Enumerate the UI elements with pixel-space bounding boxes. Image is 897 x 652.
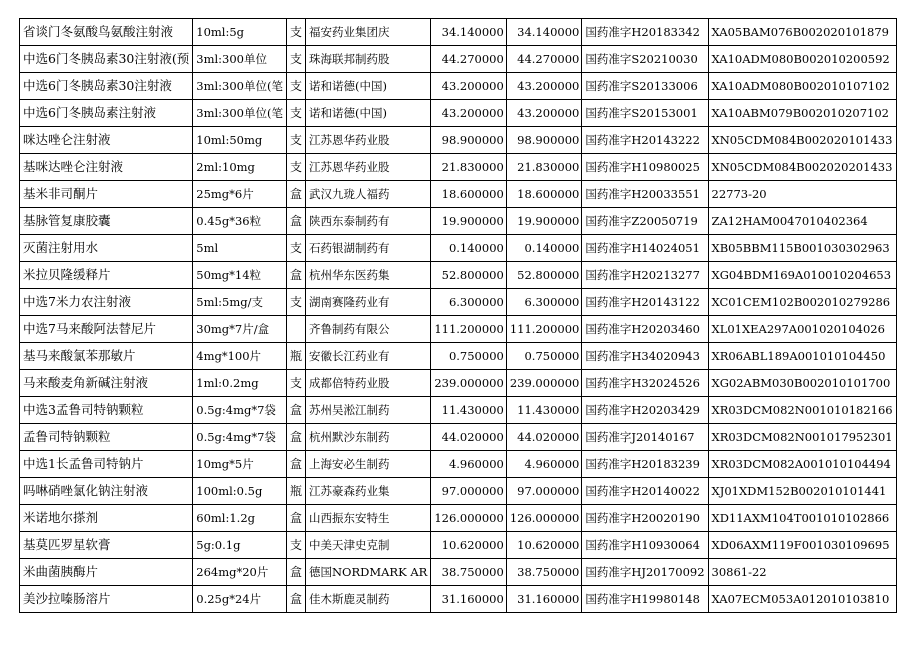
table-row [20,451,897,478]
unit-cell: 支 [286,154,305,181]
approval-number-cell: 国药准字H14024051 [582,235,708,262]
unit-cell: 盒 [286,451,305,478]
spec-cell: 60ml:1.2g [193,505,287,532]
total-price-cell: 239.000000 [506,370,582,397]
drug-name-cell: 中选7马来酸阿法替尼片 [20,316,193,343]
manufacturer-cell: 武汉九珑人福药 [305,181,430,208]
product-code-cell: XA10ADM080B002010200592 [708,46,896,73]
price-cell: 4.960000 [431,451,507,478]
unit-cell: 盒 [286,397,305,424]
total-price-cell: 10.620000 [506,532,582,559]
product-code-cell: XR06ABL189A001010104450 [708,343,896,370]
spec-cell: 30mg*7片/盒 [193,316,287,343]
drug-name-cell: 中选7米力农注射液 [20,289,193,316]
approval-number-cell: 国药准字H20140022 [582,478,708,505]
table-row [20,505,897,532]
spec-cell: 3ml:300单位(笔 [193,100,287,127]
price-cell: 43.200000 [431,100,507,127]
drug-name-cell: 中选6门冬胰岛素注射液 [20,100,193,127]
spec-cell: 5ml [193,235,287,262]
table-row [20,289,897,316]
manufacturer-cell: 苏州吴淞江制药 [305,397,430,424]
spec-cell: 5ml:5mg/支 [193,289,287,316]
spec-cell: 50mg*14粒 [193,262,287,289]
product-code-cell: XA10ABM079B002010207102 [708,100,896,127]
product-code-cell: XR03DCM082N001017952301 [708,424,896,451]
total-price-cell: 0.140000 [506,235,582,262]
manufacturer-cell: 山西振东安特生 [305,505,430,532]
manufacturer-cell: 上海安必生制药 [305,451,430,478]
table-row [20,208,897,235]
table-row [20,316,897,343]
approval-number-cell: 国药准字S20210030 [582,46,708,73]
table-row [20,181,897,208]
product-code-cell: XA10ADM080B002010107102 [708,73,896,100]
price-cell: 52.800000 [431,262,507,289]
product-code-cell: XB05BBM115B001030302963 [708,235,896,262]
price-cell: 97.000000 [431,478,507,505]
approval-number-cell: 国药准字H20143222 [582,127,708,154]
total-price-cell: 4.960000 [506,451,582,478]
drug-name-cell: 中选1长孟鲁司特钠片 [20,451,193,478]
manufacturer-cell: 德国NORDMARK AR [305,559,430,586]
table-row [20,127,897,154]
total-price-cell: 43.200000 [506,100,582,127]
manufacturer-cell: 江苏恩华药业股 [305,127,430,154]
drug-name-cell: 中选6门冬胰岛素30注射液(预 [20,46,193,73]
spec-cell: 2ml:10mg [193,154,287,181]
approval-number-cell: 国药准字H20203460 [582,316,708,343]
unit-cell: 支 [286,532,305,559]
spec-cell: 0.25g*24片 [193,586,287,613]
spec-cell: 4mg*100片 [193,343,287,370]
product-code-cell: XG02ABM030B002010101700 [708,370,896,397]
spec-cell: 0.45g*36粒 [193,208,287,235]
total-price-cell: 44.270000 [506,46,582,73]
unit-cell: 盒 [286,208,305,235]
manufacturer-cell: 福安药业集团庆 [305,19,430,46]
table-row [20,46,897,73]
price-cell: 10.620000 [431,532,507,559]
approval-number-cell: 国药准字H20203429 [582,397,708,424]
unit-cell: 盒 [286,181,305,208]
unit-cell: 盒 [286,424,305,451]
unit-cell: 盒 [286,505,305,532]
drug-name-cell: 美沙拉嗪肠溶片 [20,586,193,613]
spec-cell: 0.5g:4mg*7袋 [193,397,287,424]
price-cell: 19.900000 [431,208,507,235]
product-code-cell: XG04BDM169A010010204653 [708,262,896,289]
manufacturer-cell: 石药银湖制药有 [305,235,430,262]
spec-cell: 3ml:300单位 [193,46,287,73]
table-row [20,586,897,613]
total-price-cell: 97.000000 [506,478,582,505]
approval-number-cell: 国药准字S20153001 [582,100,708,127]
product-code-cell: 30861-22 [708,559,896,586]
approval-number-cell: 国药准字H20143122 [582,289,708,316]
total-price-cell: 38.750000 [506,559,582,586]
price-cell: 239.000000 [431,370,507,397]
price-cell: 31.160000 [431,586,507,613]
manufacturer-cell: 齐鲁制药有限公 [305,316,430,343]
unit-cell: 支 [286,46,305,73]
table-body [20,19,897,613]
table-row [20,424,897,451]
total-price-cell: 34.140000 [506,19,582,46]
product-code-cell: XL01XEA297A001020104026 [708,316,896,343]
spec-cell: 10mg*5片 [193,451,287,478]
drug-name-cell: 米拉贝隆缓释片 [20,262,193,289]
drug-name-cell: 中选3孟鲁司特钠颗粒 [20,397,193,424]
price-cell: 44.020000 [431,424,507,451]
manufacturer-cell: 湖南赛隆药业有 [305,289,430,316]
approval-number-cell: 国药准字H20033551 [582,181,708,208]
table-row [20,235,897,262]
drug-name-cell: 基马来酸氯苯那敏片 [20,343,193,370]
drug-name-cell: 灭菌注射用水 [20,235,193,262]
total-price-cell: 126.000000 [506,505,582,532]
unit-cell: 支 [286,370,305,397]
spec-cell: 3ml:300单位(笔 [193,73,287,100]
price-cell: 43.200000 [431,73,507,100]
table-row [20,19,897,46]
spec-cell: 5g:0.1g [193,532,287,559]
drug-name-cell: 咪达唑仑注射液 [20,127,193,154]
price-cell: 38.750000 [431,559,507,586]
unit-cell: 支 [286,127,305,154]
product-code-cell: XR03DCM082A001010104494 [708,451,896,478]
approval-number-cell: 国药准字H32024526 [582,370,708,397]
table-row [20,397,897,424]
manufacturer-cell: 诺和诺德(中国) [305,100,430,127]
price-cell: 126.000000 [431,505,507,532]
spec-cell: 1ml:0.2mg [193,370,287,397]
price-cell: 21.830000 [431,154,507,181]
table-row [20,262,897,289]
spec-cell: 10ml:50mg [193,127,287,154]
unit-cell: 瓶 [286,343,305,370]
spec-cell: 25mg*6片 [193,181,287,208]
total-price-cell: 44.020000 [506,424,582,451]
unit-cell: 盒 [286,586,305,613]
product-code-cell: XA07ECM053A012010103810 [708,586,896,613]
manufacturer-cell: 安徽长江药业有 [305,343,430,370]
total-price-cell: 43.200000 [506,73,582,100]
approval-number-cell: 国药准字Z20050719 [582,208,708,235]
approval-number-cell: 国药准字H34020943 [582,343,708,370]
manufacturer-cell: 中美天津史克制 [305,532,430,559]
product-code-cell: XD06AXM119F001030109695 [708,532,896,559]
unit-cell: 盒 [286,559,305,586]
drug-name-cell: 省谈门冬氨酸鸟氨酸注射液 [20,19,193,46]
table-row [20,559,897,586]
product-code-cell: ZA12HAM0047010402364 [708,208,896,235]
price-cell: 44.270000 [431,46,507,73]
spec-cell: 100ml:0.5g [193,478,287,505]
approval-number-cell: 国药准字H20020190 [582,505,708,532]
approval-number-cell: 国药准字HJ20170092 [582,559,708,586]
total-price-cell: 6.300000 [506,289,582,316]
total-price-cell: 111.200000 [506,316,582,343]
unit-cell [286,316,305,343]
approval-number-cell: 国药准字H10930064 [582,532,708,559]
spec-cell: 10ml:5g [193,19,287,46]
product-code-cell: XA05BAM076B002020101879 [708,19,896,46]
spec-cell: 264mg*20片 [193,559,287,586]
product-code-cell: XN05CDM084B002020201433 [708,154,896,181]
product-code-cell: XR03DCM082N001010182166 [708,397,896,424]
total-price-cell: 31.160000 [506,586,582,613]
price-cell: 11.430000 [431,397,507,424]
unit-cell: 盒 [286,262,305,289]
manufacturer-cell: 陕西东泰制药有 [305,208,430,235]
total-price-cell: 21.830000 [506,154,582,181]
table-row [20,73,897,100]
table-row [20,100,897,127]
product-code-cell: 22773-20 [708,181,896,208]
product-code-cell: XJ01XDM152B002010101441 [708,478,896,505]
table-row [20,343,897,370]
drug-name-cell: 孟鲁司特钠颗粒 [20,424,193,451]
price-cell: 6.300000 [431,289,507,316]
approval-number-cell: 国药准字H20183342 [582,19,708,46]
manufacturer-cell: 佳木斯鹿灵制药 [305,586,430,613]
total-price-cell: 19.900000 [506,208,582,235]
manufacturer-cell: 珠海联邦制药股 [305,46,430,73]
price-cell: 18.600000 [431,181,507,208]
unit-cell: 支 [286,73,305,100]
table-row [20,532,897,559]
manufacturer-cell: 杭州华东医药集 [305,262,430,289]
table-row [20,478,897,505]
spec-cell: 0.5g:4mg*7袋 [193,424,287,451]
drug-price-table [19,18,897,613]
approval-number-cell: 国药准字S20133006 [582,73,708,100]
unit-cell: 支 [286,100,305,127]
price-cell: 0.140000 [431,235,507,262]
drug-name-cell: 马来酸麦角新碱注射液 [20,370,193,397]
unit-cell: 支 [286,235,305,262]
approval-number-cell: 国药准字H20213277 [582,262,708,289]
drug-name-cell: 基咪达唑仑注射液 [20,154,193,181]
manufacturer-cell: 成都倍特药业股 [305,370,430,397]
unit-cell: 支 [286,289,305,316]
price-cell: 34.140000 [431,19,507,46]
total-price-cell: 52.800000 [506,262,582,289]
drug-name-cell: 吗啉硝唑氯化钠注射液 [20,478,193,505]
manufacturer-cell: 江苏恩华药业股 [305,154,430,181]
product-code-cell: XC01CEM102B002010279286 [708,289,896,316]
total-price-cell: 11.430000 [506,397,582,424]
table-row [20,154,897,181]
drug-name-cell: 基脉管复康胶囊 [20,208,193,235]
drug-name-cell: 米诺地尔搽剂 [20,505,193,532]
total-price-cell: 18.600000 [506,181,582,208]
price-cell: 0.750000 [431,343,507,370]
manufacturer-cell: 江苏豪森药业集 [305,478,430,505]
table-row [20,370,897,397]
drug-name-cell: 基莫匹罗星软膏 [20,532,193,559]
price-cell: 111.200000 [431,316,507,343]
product-code-cell: XN05CDM084B002020101433 [708,127,896,154]
approval-number-cell: 国药准字H10980025 [582,154,708,181]
approval-number-cell: 国药准字H20183239 [582,451,708,478]
approval-number-cell: 国药准字J20140167 [582,424,708,451]
manufacturer-cell: 杭州默沙东制药 [305,424,430,451]
drug-name-cell: 中选6门冬胰岛素30注射液 [20,73,193,100]
unit-cell: 瓶 [286,478,305,505]
product-code-cell: XD11AXM104T001010102866 [708,505,896,532]
manufacturer-cell: 诺和诺德(中国) [305,73,430,100]
unit-cell: 支 [286,19,305,46]
total-price-cell: 0.750000 [506,343,582,370]
price-cell: 98.900000 [431,127,507,154]
drug-name-cell: 米曲菌胰酶片 [20,559,193,586]
approval-number-cell: 国药准字H19980148 [582,586,708,613]
total-price-cell: 98.900000 [506,127,582,154]
drug-name-cell: 基米非司酮片 [20,181,193,208]
